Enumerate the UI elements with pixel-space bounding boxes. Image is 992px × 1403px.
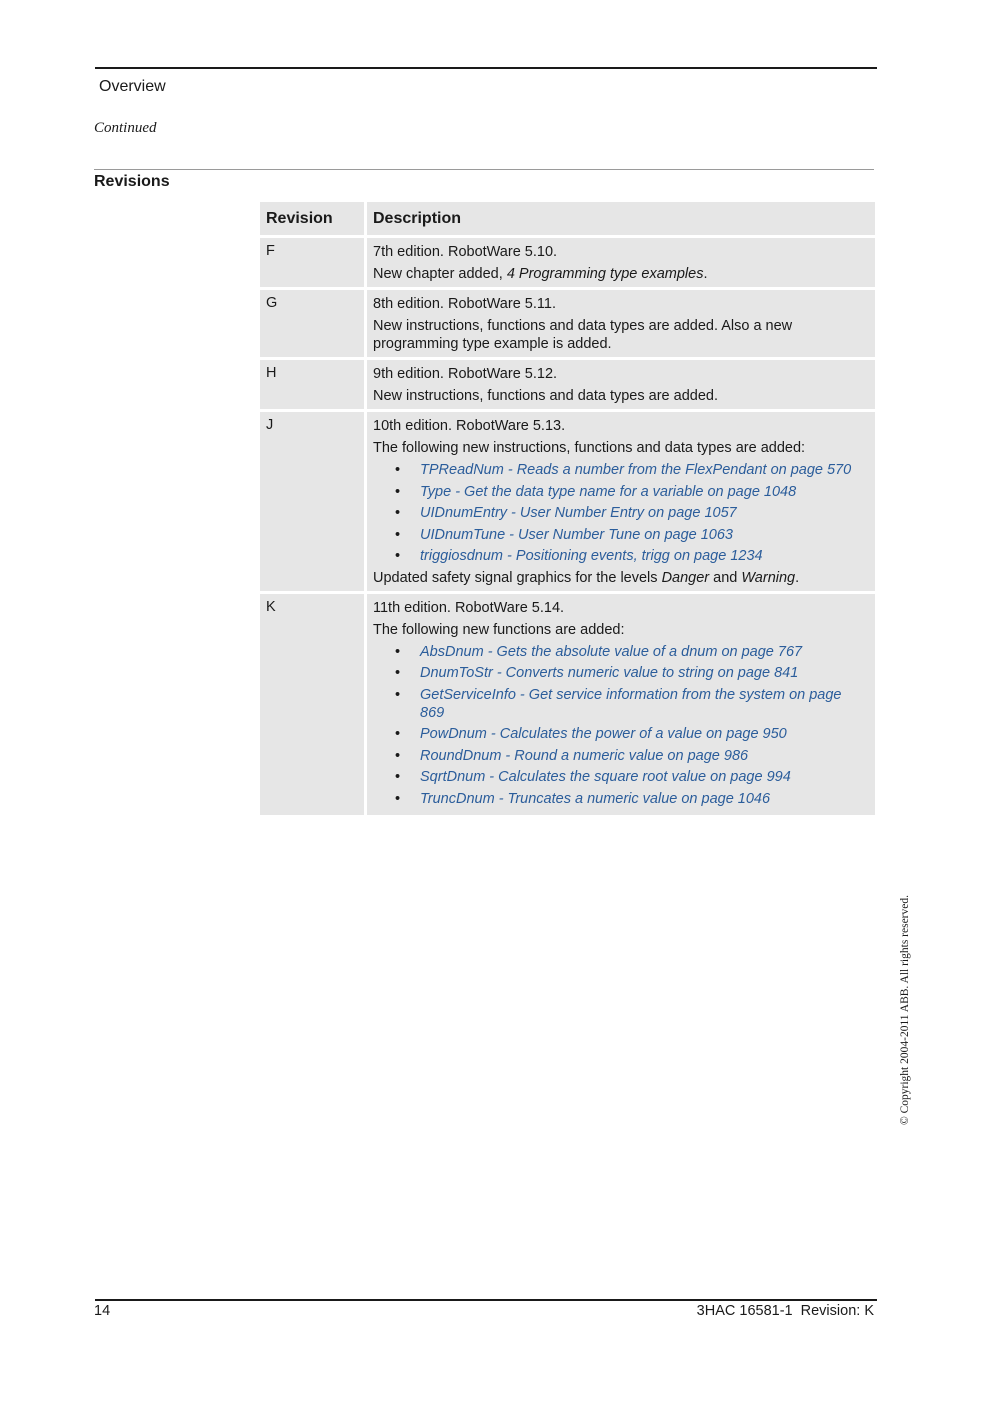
list-item (373, 768, 869, 786)
description-line: New instructions, functions and data types are added. Also a new programming type example is added. (373, 318, 793, 352)
text-span: . (795, 569, 800, 586)
bullet-icon: • (395, 726, 401, 742)
description-line: New instructions, functions and data types are added. (373, 388, 718, 404)
table-row (260, 412, 875, 591)
page-header-title: Overview (99, 78, 166, 95)
cross-reference-link[interactable]: RoundDnum - Round a numeric value on page 986 (420, 747, 749, 764)
text-span: . (703, 266, 708, 282)
bullet-icon: • (395, 686, 401, 703)
level-warning: Warning (741, 569, 796, 586)
column-header-revision: Revision (260, 202, 364, 235)
cross-reference-link[interactable]: UIDnumEntry - User Number Entry on page 1057 (420, 505, 737, 521)
bullet-icon: • (395, 483, 401, 500)
cross-reference-link[interactable]: triggiosdnum - Positioning events, trigg on page 1234 (420, 548, 763, 564)
description-cell (367, 412, 875, 591)
list-item (373, 461, 869, 479)
revision-cell: J (260, 412, 364, 591)
document-id: 3HAC 16581-1 Revision: K (696, 1303, 874, 1319)
table-row (260, 360, 875, 409)
bullet-icon: • (395, 462, 401, 478)
table-row (260, 594, 875, 816)
description-line: The following new instructions, functions and data types are added: (373, 440, 806, 456)
table-row (260, 290, 875, 357)
description-line: 11th edition. RobotWare 5.14. (373, 599, 565, 616)
cross-reference-link[interactable]: TPReadNum - Reads a number from the FlexPendant on page 570 (420, 462, 852, 478)
bullet-icon: • (395, 790, 401, 807)
bullet-icon: • (395, 769, 401, 785)
header-rule (95, 67, 877, 69)
list-item (373, 747, 869, 765)
description-line (373, 265, 869, 283)
cross-reference-link[interactable]: GetServiceInfo - Get service information from the system on page 869 (420, 686, 842, 721)
revision-cell: H (260, 360, 364, 409)
list-item (373, 664, 869, 682)
column-header-description: Description (367, 202, 875, 235)
section-title: Revisions (94, 173, 170, 190)
description-cell (367, 360, 875, 409)
bullet-icon: • (395, 747, 401, 764)
list-item (373, 483, 869, 501)
section-rule (94, 169, 874, 170)
list-item (373, 643, 869, 661)
bullet-icon: • (395, 643, 401, 660)
link-list (373, 461, 869, 565)
continued-label: Continued (94, 120, 157, 136)
description-cell (367, 290, 875, 357)
description-line: 10th edition. RobotWare 5.13. (373, 418, 566, 434)
page-number: 14 (94, 1303, 111, 1319)
text-span: Updated safety signal graphics for the levels (373, 569, 662, 586)
footer-rule (95, 1299, 877, 1301)
description-line: The following new functions are added: (373, 621, 625, 638)
description-line: 7th edition. RobotWare 5.10. (373, 244, 558, 260)
revision-cell: F (260, 238, 364, 287)
list-item (373, 686, 869, 722)
cross-reference-link[interactable]: UIDnumTune - User Number Tune on page 1063 (420, 526, 733, 543)
description-line: 8th edition. RobotWare 5.11. (373, 296, 556, 312)
text-span: and (709, 569, 742, 586)
description-cell (367, 594, 875, 816)
bullet-icon: • (395, 526, 401, 543)
list-item (373, 790, 869, 808)
text-span: New chapter added, (373, 266, 507, 282)
chapter-reference: 4 Programming type examples (506, 266, 704, 282)
copyright-notice: © Copyright 2004-2011 ABB. All rights reserved. (899, 895, 911, 1125)
cross-reference-link[interactable]: TruncDnum - Truncates a numeric value on page 1046 (420, 790, 771, 807)
list-item (373, 547, 869, 565)
list-item (373, 504, 869, 522)
level-danger: Danger (661, 569, 710, 586)
bullet-icon: • (395, 548, 401, 564)
link-list (373, 643, 869, 808)
bullet-icon: • (395, 665, 401, 681)
revision-cell: G (260, 290, 364, 357)
table-header-row (260, 202, 875, 235)
description-cell (367, 238, 875, 287)
revision-cell: K (260, 594, 364, 816)
cross-reference-link[interactable]: Type - Get the data type name for a variable on page 1048 (420, 483, 797, 500)
bullet-icon: • (395, 505, 401, 521)
description-line: 9th edition. RobotWare 5.12. (373, 366, 558, 382)
cross-reference-link[interactable]: AbsDnum - Gets the absolute value of a dnum on page 767 (420, 643, 803, 660)
cross-reference-link[interactable]: SqrtDnum - Calculates the square root value on page 994 (420, 769, 791, 785)
cross-reference-link[interactable]: DnumToStr - Converts numeric value to string on page 841 (420, 665, 799, 681)
list-item (373, 725, 869, 743)
revisions-table (257, 199, 878, 818)
list-item (373, 526, 869, 544)
cross-reference-link[interactable]: PowDnum - Calculates the power of a value on page 950 (420, 726, 787, 742)
description-line (373, 569, 869, 587)
table-row (260, 238, 875, 287)
